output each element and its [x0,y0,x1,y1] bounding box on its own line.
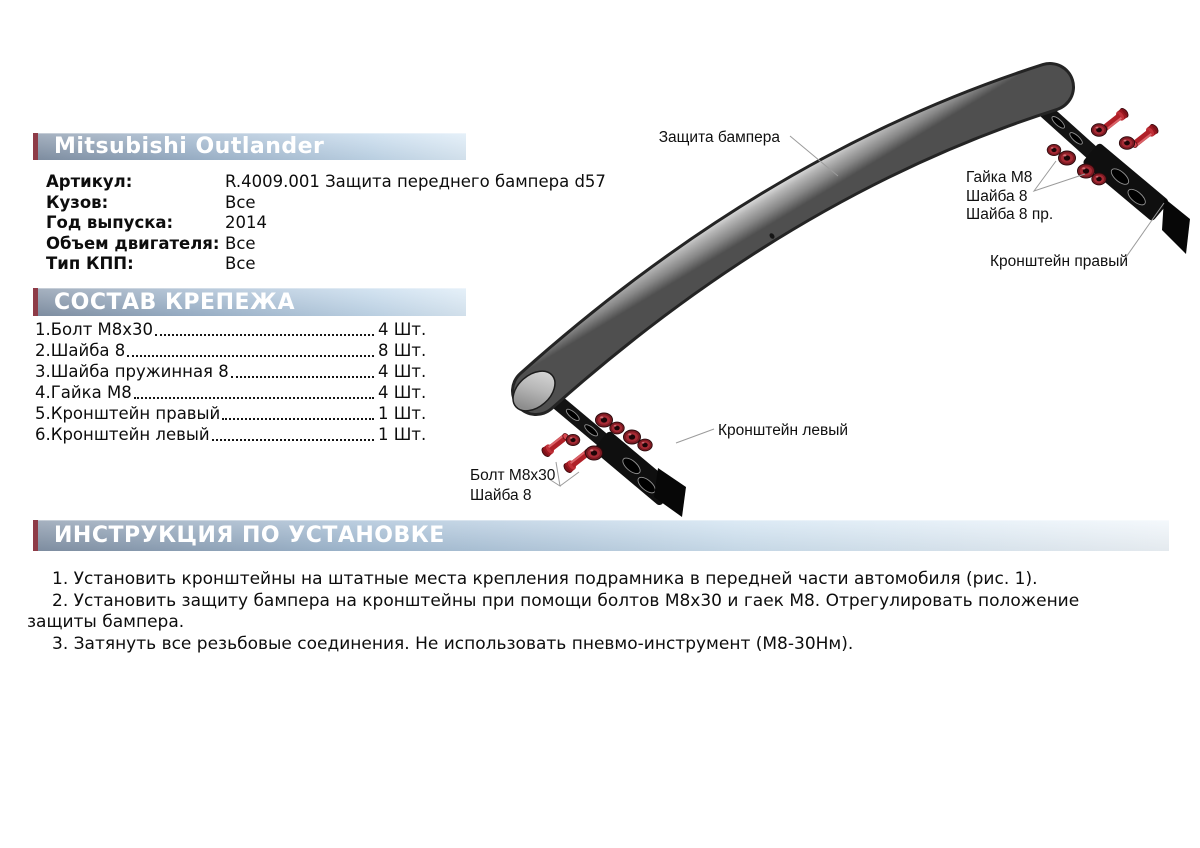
list-item [35,361,432,382]
dotted-leader [155,319,374,336]
list-item [35,340,432,361]
hardware-list [35,319,432,445]
maroon-accent-stripe [33,520,38,551]
vehicle-header-bar [38,133,466,160]
spec-label: Год выпуска: [46,213,174,232]
instruction-step: 1. Установить кронштейны на штатные места крепления подрамника в передней части автомобиля (рис. 1). [52,569,1038,589]
spec-value: Все [225,192,256,212]
item-name: 2.Шайба 8 [35,341,126,360]
item-qty: 4 Шт. [378,383,427,402]
dotted-leader [127,340,374,357]
item-name: 3.Шайба пружинная 8 [35,362,229,381]
list-item [35,382,432,403]
hardware-title: СОСТАВ КРЕПЕЖА [54,289,295,315]
vehicle-title: Mitsubishi Outlander [54,134,325,159]
instructions-title: ИНСТРУКЦИЯ ПО УСТАНОВКЕ [54,523,445,548]
maroon-accent-stripe [33,288,38,316]
dotted-leader [231,361,374,378]
label-nut: Гайка М8 [966,169,1033,186]
item-name: 5.Кронштейн правый [35,404,221,423]
installation-diagram [440,40,1200,530]
label-spring-washer: Шайба 8 пр. [966,206,1054,223]
list-item [35,424,432,445]
right-bracket [1028,94,1190,254]
list-item [35,403,432,424]
item-qty: 1 Шт. [378,425,427,444]
item-qty: 4 Шт. [378,320,427,339]
instructions-header-bar [38,520,1169,551]
item-qty: 1 Шт. [378,404,427,423]
item-qty: 4 Шт. [378,362,427,381]
spec-value: R.4009.001 Защита переднего бампера d57 [225,172,606,191]
item-name: 4.Гайка М8 [35,383,132,402]
label-bracket-left: Кронштейн левый [718,422,849,439]
item-name: 6.Кронштейн левый [35,425,210,444]
spec-value: 2014 [225,213,267,232]
item-name: 1.Болт М8х30 [35,320,154,339]
instruction-step: 3. Затянуть все резьбовые соединения. Не использовать пневмо-инструмент (М8-30Нм). [52,633,854,654]
item-qty: 8 Шт. [378,341,427,360]
label-bumper-guard: Защита бампера [658,129,780,146]
spec-label: Объем двигателя: [46,233,220,253]
spec-label: Кузов: [46,192,109,212]
label-bracket-right: Кронштейн правый [990,253,1129,270]
label-washer: Шайба 8 [966,188,1028,205]
instruction-step: 2. Установить защиту бампера на кронштейны при помощи болтов М8х30 и гаек М8. Отрегулировать положение защиты бампера. [27,590,1080,632]
label-bolt: Болт М8х30 [470,467,556,484]
spec-label: Тип КПП: [46,254,134,273]
spec-value: Все [225,233,256,253]
left-bracket [540,386,686,517]
spec-value: Все [225,254,256,273]
spec-label: Артикул: [46,172,133,191]
dotted-leader [212,424,374,441]
instruction-steps [27,569,1120,655]
label-bolt-washer: Шайба 8 [470,487,532,504]
list-item [35,319,432,340]
maroon-accent-stripe [33,133,38,160]
hardware-header-bar [38,288,466,316]
dotted-leader [222,403,374,420]
dotted-leader [134,382,374,399]
